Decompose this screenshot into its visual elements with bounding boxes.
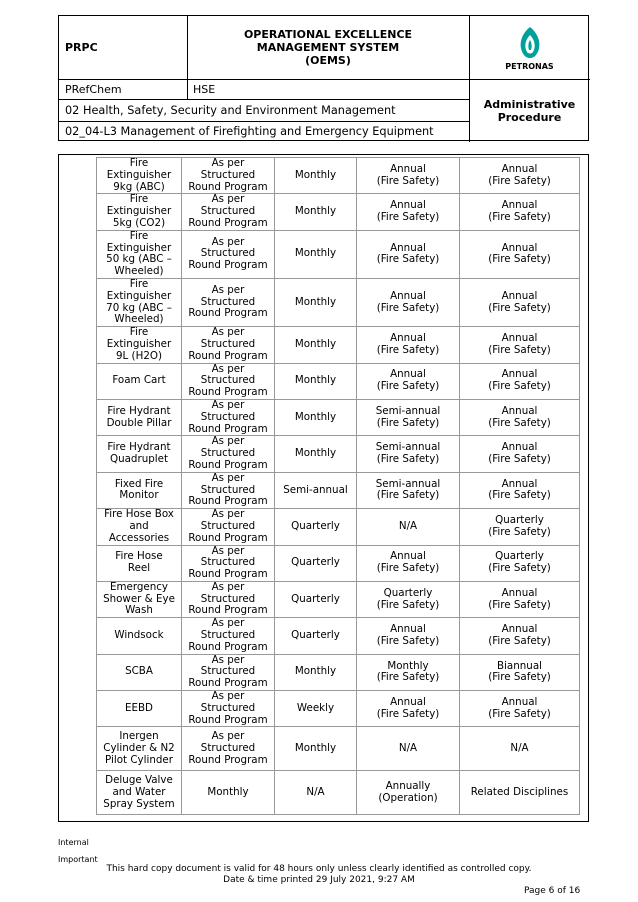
- cell-text-line: Monthly: [387, 659, 429, 672]
- cell-text-line: Fire: [129, 326, 149, 339]
- cell-text-line: (Fire Safety): [376, 634, 440, 647]
- table-row: [97, 691, 580, 727]
- cell-text-line: As per: [211, 545, 245, 557]
- cell-text-line: Biannual: [497, 659, 542, 672]
- inspection-cell: [275, 581, 357, 617]
- inspection-cell: [275, 363, 357, 399]
- inspection-cell: [275, 618, 357, 654]
- frequency-cell: [182, 618, 275, 654]
- cell-text-line: As per: [211, 283, 245, 296]
- cell-text-line: Monthly: [294, 295, 337, 308]
- equipment-cell: [97, 545, 182, 581]
- cell-text-line: Quarterly: [291, 556, 340, 569]
- cell-text-line: Extinguisher: [106, 337, 172, 350]
- equipment-cell: [97, 509, 182, 545]
- cell-text-line: Semi-annual: [283, 483, 348, 496]
- cell-text-line: (Fire Safety): [376, 671, 440, 684]
- cell-text-line: Monthly: [294, 447, 337, 460]
- table-row: [97, 399, 580, 435]
- cell-text-line: Annual: [390, 695, 426, 708]
- maintenance-cell: [460, 727, 580, 771]
- inspection-cell: [275, 472, 357, 508]
- maintenance-cell: [460, 691, 580, 727]
- cell-text-line: (Fire Safety): [488, 453, 551, 466]
- cell-text-line: Annual: [501, 586, 538, 599]
- table-row: [97, 654, 580, 690]
- cell-text-line: Annual: [390, 289, 426, 302]
- cell-text-line: (Fire Safety): [376, 489, 440, 502]
- frequency-cell: [182, 727, 275, 771]
- cell-text-line: Quarterly: [291, 629, 340, 642]
- frequency-cell: [182, 327, 275, 363]
- cell-text-line: Annual: [501, 441, 538, 454]
- cell-text-line: 70 kg (ABC –: [106, 301, 172, 314]
- test-cell: [357, 363, 460, 399]
- test-cell: [357, 727, 460, 771]
- cell-text-line: Wash: [125, 604, 153, 617]
- cell-text-line: and: [129, 519, 149, 532]
- equipment-cell: [97, 436, 182, 472]
- equipment-cell: [97, 158, 182, 194]
- inspection-cell: [275, 545, 357, 581]
- cell-text-line: Annual: [501, 162, 538, 175]
- cell-text-line: (Fire Safety): [488, 707, 551, 720]
- cell-text-line: Structured: [200, 592, 256, 605]
- table-row: [97, 230, 580, 278]
- cell-text-line: Annual: [390, 332, 426, 345]
- cell-text-line: (Fire Safety): [488, 211, 551, 224]
- cell-text-line: Deluge Valve: [105, 774, 173, 787]
- test-cell: [357, 691, 460, 727]
- cell-text-line: Structured: [200, 295, 256, 308]
- doc-type-line: Procedure: [497, 110, 562, 124]
- table-row: [97, 436, 580, 472]
- frequency-cell: [182, 654, 275, 690]
- cell-text-line: Extinguisher: [106, 289, 172, 302]
- test-cell: [357, 654, 460, 690]
- frequency-cell: [182, 278, 275, 326]
- equipment-cell: [97, 472, 182, 508]
- cell-text-line: N/A: [306, 786, 325, 799]
- cell-text-line: Annual: [390, 368, 426, 381]
- equipment-cell: [97, 581, 182, 617]
- cell-text-line: Annual: [390, 199, 426, 212]
- test-cell: [357, 230, 460, 278]
- system-title: [187, 16, 469, 79]
- cell-text-line: (Fire Safety): [376, 562, 440, 575]
- cell-text-line: Monthly: [294, 665, 337, 678]
- frequency-cell: [182, 691, 275, 727]
- inspection-cell: [275, 194, 357, 230]
- cell-text-line: Annual: [501, 332, 538, 345]
- cell-text-line: Monthly: [207, 786, 249, 799]
- classification-important: Important: [58, 855, 98, 864]
- cell-text-line: Round Program: [188, 458, 268, 471]
- cell-text-line: (Fire Safety): [488, 301, 551, 314]
- cell-text-line: EEBD: [124, 701, 153, 714]
- inspection-cell: [275, 509, 357, 545]
- cell-text-line: Structured: [200, 168, 256, 181]
- system-title-line: (OEMS): [305, 54, 351, 67]
- table-row: [97, 278, 580, 326]
- frequency-cell: [182, 581, 275, 617]
- cell-text-line: As per: [211, 508, 245, 521]
- cell-text-line: Structured: [200, 247, 256, 260]
- cell-text-line: Monitor: [119, 489, 159, 502]
- cell-text-line: Extinguisher: [106, 168, 172, 181]
- cell-text-line: Round Program: [188, 677, 268, 690]
- table-row: [97, 472, 580, 508]
- cell-text-line: Wheeled): [114, 313, 164, 326]
- cell-text-line: Round Program: [188, 180, 268, 193]
- cell-text-line: N/A: [510, 742, 529, 755]
- cell-text-line: Structured: [200, 410, 256, 423]
- cell-text-line: Round Program: [188, 604, 268, 617]
- maintenance-cell: [460, 278, 580, 326]
- inspection-cell: [275, 158, 357, 194]
- test-cell: [357, 509, 460, 545]
- cell-text-line: Fixed Fire: [114, 477, 164, 490]
- table-row: [97, 618, 580, 654]
- cell-text-line: Pilot Cylinder: [105, 753, 173, 766]
- cell-text-line: Structured: [200, 337, 256, 350]
- cell-text-line: (Fire Safety): [376, 380, 440, 393]
- cell-text-line: (Fire Safety): [488, 634, 551, 647]
- equipment-cell: [97, 327, 182, 363]
- cell-text-line: Foam Cart: [112, 374, 166, 387]
- cell-text-line: Monthly: [294, 168, 337, 181]
- page-number: Page 6 of 16: [524, 886, 581, 896]
- cell-text-line: Structured: [200, 665, 256, 678]
- frequency-cell: [182, 363, 275, 399]
- cell-text-line: (Fire Safety): [376, 453, 440, 466]
- equipment-cell: [97, 691, 182, 727]
- cell-text-line: SCBA: [125, 665, 153, 678]
- maintenance-cell: [460, 436, 580, 472]
- cell-text-line: Weekly: [296, 701, 335, 714]
- cell-text-line: Quarterly: [291, 592, 340, 605]
- cell-text-line: Monthly: [294, 374, 337, 387]
- cell-text-line: Double Pillar: [106, 416, 172, 429]
- equipment-cell: [97, 618, 182, 654]
- equipment-cell: [97, 654, 182, 690]
- maintenance-cell: [460, 363, 580, 399]
- cell-text-line: and Water: [112, 786, 166, 799]
- cell-text-line: Round Program: [188, 349, 268, 362]
- equipment-cell: [97, 230, 182, 278]
- equipment-cell: [97, 194, 182, 230]
- cell-text-line: 5kg (CO2): [112, 216, 166, 229]
- table-row: [97, 727, 580, 771]
- cell-text-line: Fire: [129, 230, 149, 242]
- cell-text-line: Structured: [200, 205, 256, 218]
- cell-text-line: Monthly: [294, 742, 337, 755]
- cell-text-line: (Fire Safety): [488, 598, 551, 611]
- frequency-cell: [182, 230, 275, 278]
- cell-text-line: Structured: [200, 556, 256, 569]
- frequency-cell: [182, 509, 275, 545]
- maintenance-cell: [460, 545, 580, 581]
- cell-text-line: Round Program: [188, 216, 268, 229]
- cell-text-line: Annual: [501, 368, 538, 381]
- cell-text-line: Quadruplet: [109, 453, 168, 466]
- classification-internal: Internal: [58, 838, 89, 847]
- cell-text-line: 9L (H2O): [116, 349, 162, 362]
- cell-text-line: Fire: [129, 278, 149, 290]
- inspection-cell: [275, 230, 357, 278]
- doc-title: 02_04-L3 Management of Firefighting and Emergency Equipment: [65, 125, 434, 138]
- cell-text-line: Cylinder & N2: [103, 742, 175, 755]
- frequency-cell: [182, 472, 275, 508]
- equipment-inspection-table: [96, 157, 580, 815]
- cell-text-line: Monthly: [294, 337, 337, 350]
- system-title-line: OPERATIONAL EXCELLENCE: [243, 28, 413, 41]
- inspection-cell: [275, 691, 357, 727]
- table-row: [97, 771, 580, 815]
- cell-text-line: Annual: [501, 404, 538, 417]
- cell-text-line: Quarterly: [495, 550, 544, 563]
- system-title-line: MANAGEMENT SYSTEM: [256, 41, 400, 54]
- cell-text-line: Semi-annual: [375, 404, 441, 417]
- cell-text-line: (Fire Safety): [488, 525, 551, 538]
- cell-text-line: As per: [211, 157, 245, 169]
- table-row: [97, 545, 580, 581]
- doc-category: 02 Health, Safety, Security and Environment Management: [65, 103, 396, 117]
- maintenance-cell: [460, 230, 580, 278]
- cell-text-line: Semi-annual: [375, 477, 441, 490]
- test-cell: [357, 158, 460, 194]
- cell-text-line: As per: [211, 730, 245, 743]
- cell-text-line: Quarterly: [291, 519, 340, 532]
- cell-text-line: Annual: [501, 289, 538, 302]
- cell-text-line: Monthly: [294, 205, 337, 218]
- inspection-cell: [275, 654, 357, 690]
- cell-text-line: (Fire Safety): [376, 598, 440, 611]
- test-cell: [357, 194, 460, 230]
- cell-text-line: Fire: [129, 157, 149, 169]
- inspection-cell: [275, 327, 357, 363]
- equipment-cell: [97, 771, 182, 815]
- cell-text-line: Monthly: [294, 410, 337, 423]
- cell-text-line: Inergen: [119, 730, 159, 743]
- cell-text-line: (Fire Safety): [488, 671, 551, 684]
- cell-text-line: Round Program: [188, 640, 268, 653]
- test-cell: [357, 436, 460, 472]
- cell-text-line: As per: [211, 399, 245, 411]
- cell-text-line: Round Program: [188, 307, 268, 320]
- cell-text-line: Annual: [501, 623, 538, 636]
- cell-text-line: Fire Hose Box: [104, 508, 174, 521]
- frequency-cell: [182, 158, 275, 194]
- document-header: [58, 15, 589, 141]
- doc-type: [469, 79, 590, 142]
- company-logo: [469, 16, 590, 79]
- cell-text-line: (Fire Safety): [488, 416, 551, 429]
- cell-text-line: Round Program: [188, 422, 268, 435]
- cell-text-line: As per: [211, 690, 245, 703]
- inspection-cell: [275, 399, 357, 435]
- cell-text-line: Related Disciplines: [470, 786, 569, 799]
- cell-text-line: (Fire Safety): [376, 416, 440, 429]
- frequency-cell: [182, 194, 275, 230]
- test-cell: [357, 618, 460, 654]
- cell-text-line: Round Program: [188, 531, 268, 544]
- petronas-logo-icon: [512, 25, 548, 61]
- cell-text-line: Round Program: [188, 753, 268, 766]
- cell-text-line: Structured: [200, 483, 256, 496]
- equipment-cell: [97, 727, 182, 771]
- table-row: [97, 363, 580, 399]
- cell-text-line: Round Program: [188, 568, 268, 581]
- cell-text-line: Structured: [200, 629, 256, 642]
- cell-text-line: As per: [211, 617, 245, 630]
- cell-text-line: As per: [211, 193, 245, 206]
- cell-text-line: Annual: [390, 241, 426, 254]
- cell-text-line: Annual: [501, 241, 538, 254]
- cell-text-line: 50 kg (ABC –: [106, 253, 172, 266]
- cell-text-line: Annual: [501, 477, 538, 490]
- cell-text-line: N/A: [398, 742, 418, 755]
- test-cell: [357, 771, 460, 815]
- test-cell: [357, 278, 460, 326]
- cell-text-line: Quarterly: [383, 586, 433, 599]
- cell-text-line: (Fire Safety): [376, 174, 440, 187]
- maintenance-cell: [460, 158, 580, 194]
- cell-text-line: As per: [211, 435, 245, 448]
- inspection-cell: [275, 771, 357, 815]
- cell-text-line: Extinguisher: [106, 205, 172, 218]
- maintenance-cell: [460, 509, 580, 545]
- frequency-cell: [182, 545, 275, 581]
- cell-text-line: (Fire Safety): [488, 562, 551, 575]
- cell-text-line: Emergency: [109, 581, 169, 593]
- table-row: [97, 327, 580, 363]
- table-row: [97, 509, 580, 545]
- cell-text-line: Structured: [200, 374, 256, 387]
- maintenance-cell: [460, 771, 580, 815]
- table-row: [97, 581, 580, 617]
- cell-text-line: Annual: [390, 550, 426, 563]
- test-cell: [357, 581, 460, 617]
- cell-text-line: As per: [211, 235, 245, 248]
- equipment-cell: [97, 399, 182, 435]
- inspection-cell: [275, 278, 357, 326]
- cell-text-line: As per: [211, 654, 245, 666]
- cell-text-line: Round Program: [188, 495, 268, 508]
- cell-text-line: Structured: [200, 519, 256, 532]
- cell-text-line: Extinguisher: [106, 241, 172, 254]
- cell-text-line: Round Program: [188, 259, 268, 272]
- cell-text-line: Fire Hose: [115, 550, 163, 563]
- table-row: [97, 158, 580, 194]
- maintenance-cell: [460, 194, 580, 230]
- frequency-cell: [182, 399, 275, 435]
- cell-text-line: (Fire Safety): [376, 301, 440, 314]
- cell-text-line: Monthly: [294, 247, 337, 260]
- cell-text-line: Round Program: [188, 713, 268, 726]
- cell-text-line: (Operation): [378, 791, 438, 804]
- equipment-cell: [97, 278, 182, 326]
- maintenance-cell: [460, 472, 580, 508]
- cell-text-line: As per: [211, 581, 245, 593]
- maintenance-cell: [460, 327, 580, 363]
- cell-text-line: Quarterly: [495, 514, 544, 526]
- cell-text-line: (Fire Safety): [488, 489, 551, 502]
- cell-text-line: As per: [211, 472, 245, 484]
- cell-text-line: (Fire Safety): [376, 707, 440, 720]
- validity-note: This hard copy document is valid for 48 hours only unless clearly identified as controlled copy.: [106, 864, 532, 874]
- cell-text-line: Round Program: [188, 386, 268, 399]
- frequency-cell: [182, 436, 275, 472]
- entity-name: PRefChem: [65, 82, 122, 96]
- cell-text-line: Annual: [501, 199, 538, 212]
- cell-text-line: Reel: [127, 562, 151, 575]
- logo-wordmark: PETRONAS: [505, 61, 554, 71]
- cell-text-line: Structured: [200, 447, 256, 460]
- maintenance-cell: [460, 618, 580, 654]
- maintenance-cell: [460, 581, 580, 617]
- cell-text-line: (Fire Safety): [376, 343, 440, 356]
- equipment-cell: [97, 363, 182, 399]
- cell-text-line: Annual: [501, 695, 538, 708]
- cell-text-line: Windsock: [114, 629, 164, 642]
- frequency-cell: [182, 771, 275, 815]
- print-timestamp: Date & time printed 29 July 2021, 9:27 AM: [223, 875, 415, 885]
- cell-text-line: Shower & Eye: [103, 592, 175, 605]
- test-cell: [357, 545, 460, 581]
- doc-type-line: Administrative: [483, 97, 576, 111]
- cell-text-line: As per: [211, 363, 245, 375]
- cell-text-line: Spray System: [103, 797, 175, 810]
- cell-text-line: Fire: [129, 193, 149, 206]
- cell-text-line: (Fire Safety): [488, 343, 551, 356]
- cell-text-line: As per: [211, 326, 245, 339]
- cell-text-line: Annual: [390, 623, 426, 636]
- function-name: HSE: [193, 82, 216, 96]
- maintenance-cell: [460, 399, 580, 435]
- cell-text-line: Semi-annual: [375, 441, 441, 454]
- inspection-cell: [275, 436, 357, 472]
- cell-text-line: (Fire Safety): [376, 211, 440, 224]
- cell-text-line: N/A: [398, 519, 418, 532]
- cell-text-line: Structured: [200, 701, 256, 714]
- test-cell: [357, 399, 460, 435]
- cell-text-line: 9kg (ABC): [113, 180, 165, 193]
- table-row: [97, 194, 580, 230]
- cell-text-line: Annually: [385, 780, 431, 793]
- org-code: PRPC: [65, 41, 98, 54]
- cell-text-line: (Fire Safety): [488, 380, 551, 393]
- cell-text-line: Wheeled): [114, 265, 164, 278]
- cell-text-line: Fire Hydrant: [107, 404, 171, 417]
- cell-text-line: (Fire Safety): [376, 253, 440, 266]
- cell-text-line: Accessories: [108, 531, 170, 544]
- cell-text-line: (Fire Safety): [488, 253, 551, 266]
- test-cell: [357, 327, 460, 363]
- cell-text-line: Fire Hydrant: [107, 441, 171, 454]
- test-cell: [357, 472, 460, 508]
- cell-text-line: (Fire Safety): [488, 174, 551, 187]
- cell-text-line: Annual: [390, 162, 426, 175]
- inspection-cell: [275, 727, 357, 771]
- maintenance-cell: [460, 654, 580, 690]
- cell-text-line: Structured: [200, 742, 256, 755]
